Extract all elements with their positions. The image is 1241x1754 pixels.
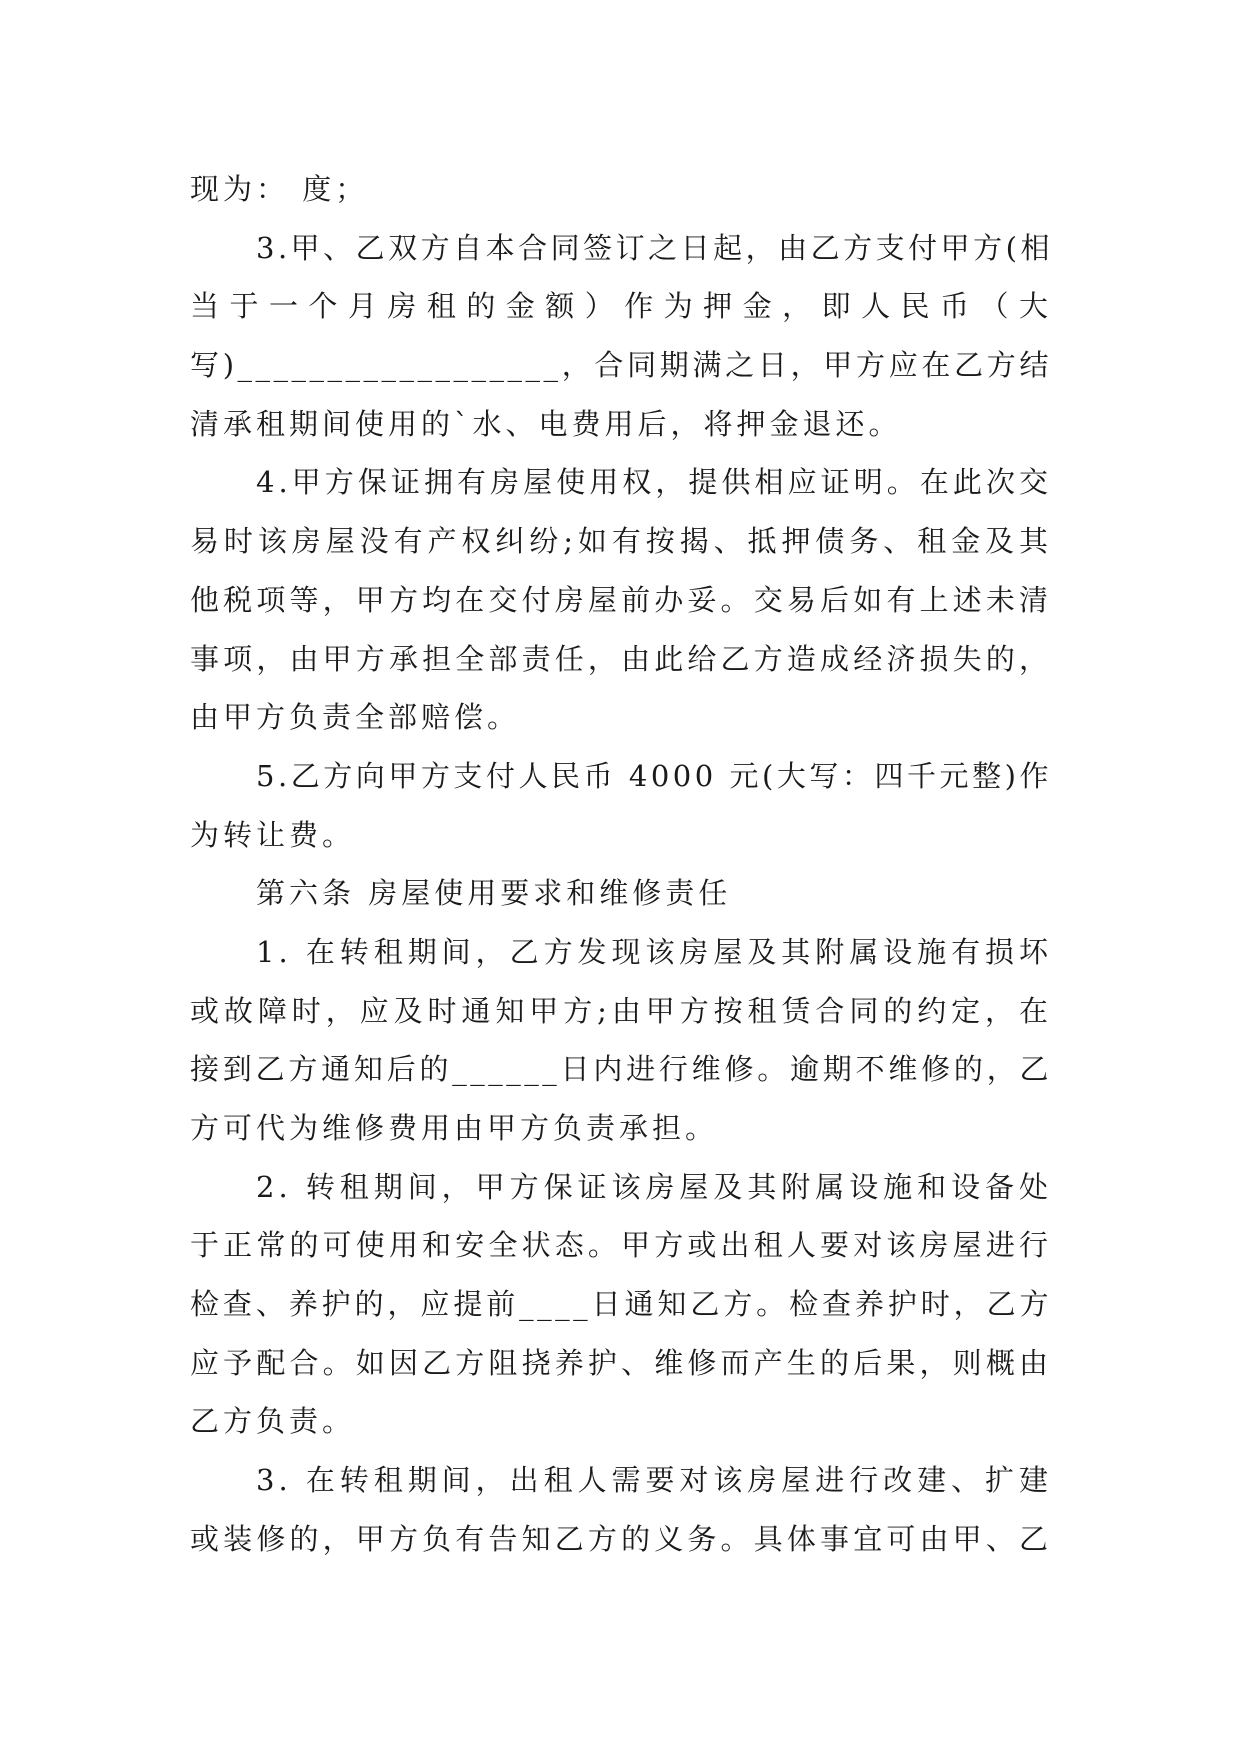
text-line: 事项，由甲方承担全部责任，由此给乙方造成经济损失的， bbox=[190, 641, 1052, 676]
text-line: 写)__________________，合同期满之日，甲方应在乙方结 bbox=[190, 348, 1052, 383]
text-line: 为转让费。 bbox=[190, 817, 356, 852]
text-line: 第六条 房屋使用要求和维修责任 bbox=[256, 876, 732, 911]
text-line: 清承租期间使用的`水、电费用后，将押金退还。 bbox=[190, 406, 902, 441]
text-line: 3. 在转租期间，出租人需要对该房屋进行改建、扩建 bbox=[256, 1463, 1052, 1498]
text-line: 由甲方负责全部赔偿。 bbox=[190, 700, 521, 735]
text-line: 他税项等，甲方均在交付房屋前办妥。交易后如有上述未清 bbox=[190, 582, 1052, 617]
text-line: 易时该房屋没有产权纠纷;如有按揭、抵押债务、租金及其 bbox=[190, 524, 1052, 559]
text-line: 4.甲方保证拥有房屋使用权，提供相应证明。在此次交 bbox=[256, 465, 1052, 500]
document-body bbox=[190, 160, 1052, 1569]
text-line: 1. 在转租期间，乙方发现该房屋及其附属设施有损坏 bbox=[256, 934, 1052, 969]
text-line: 或装修的，甲方负有告知乙方的义务。具体事宜可由甲、乙 bbox=[190, 1521, 1052, 1556]
text-line: 乙方负责。 bbox=[190, 1404, 356, 1439]
text-line: 接到乙方通知后的______日内进行维修。逾期不维修的，乙 bbox=[190, 1052, 1052, 1087]
text-line: 或故障时，应及时通知甲方;由甲方按租赁合同的约定，在 bbox=[190, 993, 1052, 1028]
text-line: 检查、养护的，应提前____日通知乙方。检查养护时，乙方 bbox=[190, 1287, 1052, 1322]
text-line: 3.甲、乙双方自本合同签订之日起，由乙方支付甲方(相 bbox=[256, 230, 1053, 265]
text-line: 2. 转租期间，甲方保证该房屋及其附属设施和设备处 bbox=[256, 1169, 1052, 1204]
text-line: 应予配合。如因乙方阻挠养护、维修而产生的后果，则概由 bbox=[190, 1345, 1052, 1380]
text-line: 现为： 度； bbox=[190, 172, 369, 206]
text-line: 5.乙方向甲方支付人民币 4000 元(大写：四千元整)作 bbox=[256, 758, 1052, 793]
text-line: 当于一个月房租的金额）作为押金，即人民币（大 bbox=[190, 289, 1052, 324]
text-line: 方可代为维修费用由甲方负责承担。 bbox=[190, 1111, 719, 1145]
text-line: 于正常的可使用和安全状态。甲方或出租人要对该房屋进行 bbox=[190, 1228, 1052, 1263]
